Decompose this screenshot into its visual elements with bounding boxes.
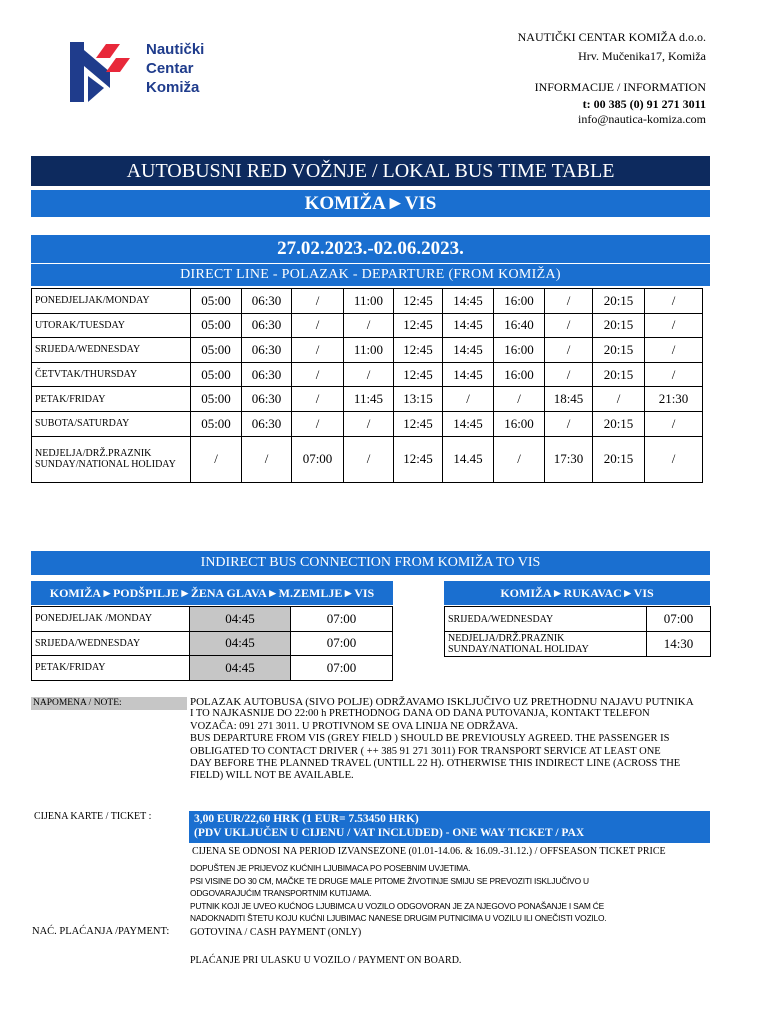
time-cell: / — [191, 436, 242, 482]
time-cell: 14:45 — [443, 313, 494, 338]
time-cell: / — [593, 387, 645, 412]
day-cell: SUBOTA/SATURDAY — [32, 411, 191, 436]
day-cell: UTORAK/TUESDAY — [32, 313, 191, 338]
time-cell: / — [494, 436, 545, 482]
page-title: AUTOBUSNI RED VOŽNJE / LOKAL BUS TIME TABLE — [31, 156, 710, 186]
company-phone: t: 00 385 (0) 91 271 3011 — [582, 97, 706, 111]
time-cell: 16:40 — [494, 313, 545, 338]
time-cell: / — [645, 338, 703, 363]
time-cell: 11:00 — [344, 289, 394, 314]
time-cell: 14.45 — [443, 436, 494, 482]
time-cell: / — [344, 436, 394, 482]
time-cell: 14:45 — [443, 338, 494, 363]
logo-wordmark — [146, 40, 204, 97]
time-cell: 05:00 — [191, 411, 242, 436]
company-info — [518, 28, 706, 127]
note-label: NAPOMENA / NOTE: — [31, 697, 187, 710]
time-cell: 06:30 — [242, 338, 292, 363]
time-cell: 21:30 — [645, 387, 703, 412]
table-row — [32, 607, 393, 632]
indirect-left-table — [31, 606, 393, 681]
table-row — [32, 338, 703, 363]
season-note: CIJENA SE ODNOSI NA PERIOD IZVANSEZONE (01.01-14.06. & 16.09.-31.12.) / OFFSEASON TICKET PRICE — [192, 846, 666, 857]
indirect-title: INDIRECT BUS CONNECTION FROM KOMIŽA TO VIS — [31, 551, 710, 575]
time-cell: 05:00 — [191, 313, 242, 338]
time-cell: / — [292, 411, 344, 436]
time-cell: / — [292, 362, 344, 387]
note-line: VOZAČA: 091 271 3011. U PROTIVNOM SE OVA LINIJA NE ODRŽAVA. — [190, 720, 519, 732]
table-row — [32, 631, 393, 656]
table-row — [32, 289, 703, 314]
payment-label: NAĆ. PLAĆANJA /PAYMENT: — [32, 926, 170, 937]
time-cell: / — [645, 362, 703, 387]
time-cell: 20:15 — [593, 289, 645, 314]
time-cell: 20:15 — [593, 436, 645, 482]
time-cell: / — [242, 436, 292, 482]
logo-line-3: Komiža — [146, 79, 200, 96]
indirect-right-table — [444, 606, 711, 657]
time-cell: 12:45 — [394, 411, 443, 436]
time-cell: / — [645, 436, 703, 482]
time-cell: 11:45 — [344, 387, 394, 412]
time-cell: 20:15 — [593, 313, 645, 338]
time-cell: 05:00 — [191, 387, 242, 412]
time-cell: 20:15 — [593, 362, 645, 387]
time-cell: / — [545, 362, 593, 387]
table-row — [32, 436, 703, 482]
table-row — [445, 632, 711, 657]
note-line: DAY BEFORE THE PLANNED TRAVEL (UNTILL 22 H). OTHERWISE THIS INDIRECT LINE (ACROSS THE — [190, 758, 681, 770]
direct-timetable — [31, 288, 703, 483]
time-cell: / — [545, 289, 593, 314]
time-cell: / — [292, 338, 344, 363]
pets-line: NADOKNADITI ŠTETU KOJU KUĆNI LJUBIMAC NANESE DRUGIM PUTNICIMA U VOZILU ILI ONEČISTI VOZILO. — [190, 913, 607, 923]
time-cell-grey: 04:45 — [190, 607, 291, 632]
price-box — [189, 811, 710, 843]
time-cell-grey: 04:45 — [190, 631, 291, 656]
pets-line: PSI VISINE DO 30 CM, MAČKE TE DRUGE MALE PITOME ŽIVOTINJE SMIJU SE PREVOZITI ISKLJUČIVO U — [190, 875, 589, 886]
time-cell: 16:00 — [494, 362, 545, 387]
pets-line: PUTNIK KOJI JE UVEO KUĆNOG LJUBIMCA U VOZILO ODGOVORAN JE ZA NJEGOVO PONAŠANJE I SAM ĆE — [190, 900, 604, 911]
company-name: NAUTIČKI CENTAR KOMIŽA d.o.o. — [517, 30, 706, 44]
note-line: FIELD) WILL NOT BE AVAILABLE. — [190, 770, 354, 782]
time-cell: 06:30 — [242, 387, 292, 412]
time-cell: 05:00 — [191, 338, 242, 363]
time-cell: / — [443, 387, 494, 412]
day-cell: NEDJELJA/DRŽ.PRAZNIK SUNDAY/NATIONAL HOLIDAY — [32, 436, 191, 482]
day-cell: PETAK/FRIDAY — [32, 387, 191, 412]
direct-line-header: DIRECT LINE - POLAZAK - DEPARTURE (FROM KOMIŽA) — [31, 264, 710, 286]
day-cell: ČETVTAK/THURSDAY — [32, 362, 191, 387]
time-cell: 07:00 — [291, 607, 393, 632]
time-cell: 12:45 — [394, 338, 443, 363]
table-row — [32, 411, 703, 436]
time-cell: / — [545, 411, 593, 436]
time-cell: 07:00 — [291, 656, 393, 681]
time-cell: / — [344, 411, 394, 436]
time-cell: / — [292, 387, 344, 412]
time-cell: / — [545, 338, 593, 363]
time-cell: 06:30 — [242, 289, 292, 314]
time-cell: 07:00 — [291, 631, 393, 656]
time-cell: 05:00 — [191, 289, 242, 314]
period-title: 27.02.2023.-02.06.2023. — [31, 235, 710, 263]
time-cell: / — [545, 313, 593, 338]
ticket-label: CIJENA KARTE / TICKET : — [34, 811, 152, 822]
payment-method: GOTOVINA / CASH PAYMENT (ONLY) — [190, 927, 362, 938]
table-row — [32, 362, 703, 387]
time-cell: 20:15 — [593, 411, 645, 436]
price-line-2: (PDV UKLJUČEN U CIJENU / VAT INCLUDED) - ONE WAY TICKET / PAX — [194, 827, 585, 839]
time-cell: 06:30 — [242, 411, 292, 436]
time-cell: 18:45 — [545, 387, 593, 412]
note-line: BUS DEPARTURE FROM VIS (GREY FIELD ) SHOULD BE PREVIOUSLY AGREED. THE PASSENGER IS — [190, 733, 670, 745]
time-cell: 12:45 — [394, 362, 443, 387]
logo-line-1: Nautički — [146, 41, 205, 58]
table-row — [32, 656, 393, 681]
time-cell: 07:00 — [292, 436, 344, 482]
time-cell: 14:45 — [443, 362, 494, 387]
time-cell: / — [292, 313, 344, 338]
time-cell: 14:45 — [443, 411, 494, 436]
time-cell: / — [494, 387, 545, 412]
payment-on-board: PLAĆANJE PRI ULASKU U VOZILO / PAYMENT ON BOARD. — [190, 955, 462, 966]
time-cell: 17:30 — [545, 436, 593, 482]
day-cell: PETAK/FRIDAY — [32, 656, 190, 681]
table-row — [445, 607, 711, 632]
note-line: I TO NAJKASNIJE DO 22:00 h PRETHODNOG DANA OD DANA PUTOVANJA, KONTAKT TELEFON — [190, 708, 650, 720]
time-cell: 11:00 — [344, 338, 394, 363]
company-address: Hrv. Mučenika17, Komiža — [578, 49, 706, 63]
time-cell: / — [645, 313, 703, 338]
company-email[interactable]: info@nautica-komiza.com — [577, 112, 706, 126]
info-label: INFORMACIJE / INFORMATION — [534, 80, 706, 94]
logo-line-2: Centar — [146, 60, 194, 77]
pets-policy — [190, 862, 710, 925]
time-cell: / — [344, 313, 394, 338]
time-cell: 06:30 — [242, 362, 292, 387]
route-title: KOMIŽA►VIS — [31, 190, 710, 217]
time-cell: 12:45 — [394, 289, 443, 314]
day-cell: PONEDJELJAK/MONDAY — [32, 289, 191, 314]
time-cell: 13:15 — [394, 387, 443, 412]
table-row — [32, 387, 703, 412]
price-line-1: 3,00 EUR/22,60 HRK (1 EUR= 7.53450 HRK) — [194, 813, 419, 825]
time-cell: 16:00 — [494, 338, 545, 363]
day-cell: PONEDJELJAK /MONDAY — [32, 607, 190, 632]
time-cell: 06:30 — [242, 313, 292, 338]
day-cell: SRIJEDA/WEDNESDAY — [32, 631, 190, 656]
time-cell: 12:45 — [394, 436, 443, 482]
time-cell: 20:15 — [593, 338, 645, 363]
time-cell: 16:00 — [494, 289, 545, 314]
day-cell: SRIJEDA/WEDNESDAY — [445, 607, 647, 632]
table-row — [32, 313, 703, 338]
note-line: POLAZAK AUTOBUSA (SIVO POLJE) ODRŽAVAMO ISKLJUČIVO UZ PRETHODNU NAJAVU PUTNIKA — [190, 696, 694, 708]
indirect-right-header: KOMIŽA►RUKAVAC►VIS — [444, 581, 710, 605]
day-cell: SRIJEDA/WEDNESDAY — [32, 338, 191, 363]
note-text — [190, 696, 710, 783]
nautical-center-logo-mark — [70, 42, 132, 102]
time-cell: 14:30 — [647, 632, 711, 657]
pets-line: DOPUŠTEN JE PRIJEVOZ KUĆNIH LJUBIMACA PO POSEBNIM UVJETIMA. — [190, 863, 471, 873]
pets-line: ODGOVARAJUĆIM TRANSPORTNIM KUTIJAMA. — [190, 888, 372, 898]
time-cell: 12:45 — [394, 313, 443, 338]
note-line: OBLIGATED TO CONTACT DRIVER ( ++ 385 91 271 3011) FOR TRANSPORT SERVICE AT LEAST ONE — [190, 745, 661, 757]
day-cell: NEDJELJA/DRŽ.PRAZNIK SUNDAY/NATIONAL HOLIDAY — [445, 632, 647, 657]
time-cell: 16:00 — [494, 411, 545, 436]
time-cell: / — [645, 289, 703, 314]
time-cell: 07:00 — [647, 607, 711, 632]
time-cell: 05:00 — [191, 362, 242, 387]
time-cell: / — [292, 289, 344, 314]
time-cell: / — [645, 411, 703, 436]
indirect-left-header: KOMIŽA►PODŠPILJE►ŽENA GLAVA►M.ZEMLJE►VIS — [31, 581, 393, 605]
time-cell-grey: 04:45 — [190, 656, 291, 681]
time-cell: 14:45 — [443, 289, 494, 314]
time-cell: / — [344, 362, 394, 387]
